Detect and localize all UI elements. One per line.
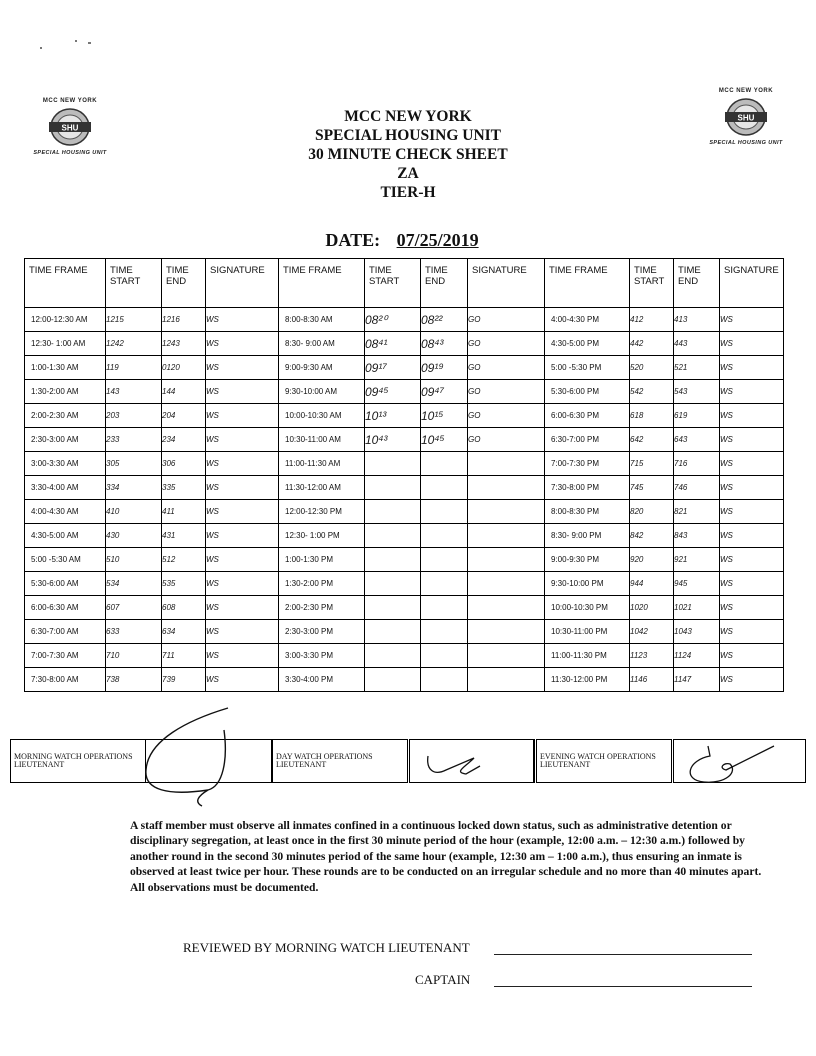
time-start-cell[interactable]: 534 [106, 572, 162, 596]
time-end-cell[interactable]: 746 [674, 476, 720, 500]
column-header: SIGNATURE [468, 259, 545, 308]
time-start-cell[interactable] [365, 452, 421, 476]
time-frame-cell: 1:00-1:30 PM [279, 548, 365, 572]
signature-cell[interactable] [468, 476, 545, 500]
table-row [25, 524, 784, 548]
time-frame-cell: 7:00-7:30 AM [25, 644, 106, 668]
table-row [25, 620, 784, 644]
time-end-cell[interactable] [421, 668, 468, 692]
scan-speck [40, 47, 42, 49]
lieutenant-box-day [272, 739, 534, 783]
time-frame-cell: 1:30-2:00 AM [25, 380, 106, 404]
time-start-cell[interactable]: 710 [106, 644, 162, 668]
time-frame-cell: 9:00-9:30 AM [279, 356, 365, 380]
signature-cell[interactable]: WS [206, 668, 279, 692]
time-start-cell[interactable]: 715 [630, 452, 674, 476]
signature-cell[interactable]: WS [206, 452, 279, 476]
column-header: TIME END [674, 259, 720, 308]
time-frame-cell: 12:00-12:30 AM [25, 308, 106, 332]
time-end-cell[interactable]: 08⁴³ [421, 332, 468, 356]
time-end-cell[interactable]: 1043 [674, 620, 720, 644]
time-start-cell[interactable]: 1242 [106, 332, 162, 356]
signature-cell[interactable]: WS [206, 596, 279, 620]
time-frame-cell: 2:30-3:00 AM [25, 428, 106, 452]
signature-cell[interactable] [468, 548, 545, 572]
time-frame-cell: 9:30-10:00 PM [545, 572, 630, 596]
time-frame-cell: 4:30-5:00 PM [545, 332, 630, 356]
table-row [25, 548, 784, 572]
time-end-cell[interactable]: 234 [162, 428, 206, 452]
time-end-cell[interactable]: 0120 [162, 356, 206, 380]
signature-cell[interactable]: WS [206, 356, 279, 380]
time-frame-cell: 1:30-2:00 PM [279, 572, 365, 596]
time-start-cell[interactable]: 1215 [106, 308, 162, 332]
time-start-cell[interactable]: 618 [630, 404, 674, 428]
time-frame-cell: 8:00-8:30 AM [279, 308, 365, 332]
table-row [25, 452, 784, 476]
time-frame-cell: 5:30-6:00 AM [25, 572, 106, 596]
time-start-cell[interactable]: 233 [106, 428, 162, 452]
signature-cell[interactable]: WS [720, 548, 784, 572]
signature-cell[interactable] [468, 524, 545, 548]
time-frame-cell: 9:00-9:30 PM [545, 548, 630, 572]
date-value: 07/25/2019 [396, 230, 479, 250]
title-line: SPECIAL HOUSING UNIT [314, 127, 502, 144]
table-row [25, 476, 784, 500]
time-end-cell[interactable]: 09¹⁹ [421, 356, 468, 380]
time-start-cell[interactable]: 738 [106, 668, 162, 692]
time-end-cell[interactable] [421, 524, 468, 548]
time-start-cell[interactable]: 633 [106, 620, 162, 644]
time-end-cell[interactable]: 10¹⁵ [421, 404, 468, 428]
signature-cell[interactable]: GO [468, 428, 545, 452]
time-start-cell[interactable]: 1146 [630, 668, 674, 692]
time-end-cell[interactable]: 1216 [162, 308, 206, 332]
logo-top-text: MCC NEW YORK [718, 88, 774, 94]
time-end-cell[interactable] [421, 548, 468, 572]
signature-cell[interactable]: GO [468, 308, 545, 332]
signature-cell[interactable]: WS [720, 452, 784, 476]
signature-cell[interactable]: WS [206, 572, 279, 596]
time-start-cell[interactable]: 10¹³ [365, 404, 421, 428]
time-frame-cell: 3:30-4:00 PM [279, 668, 365, 692]
table-row [25, 332, 784, 356]
time-start-cell[interactable]: 607 [106, 596, 162, 620]
signature-cell[interactable]: GO [468, 404, 545, 428]
time-start-cell[interactable] [365, 620, 421, 644]
signature-cell[interactable]: WS [206, 404, 279, 428]
time-end-cell[interactable]: 619 [674, 404, 720, 428]
time-end-cell[interactable]: 335 [162, 476, 206, 500]
time-start-cell[interactable]: 430 [106, 524, 162, 548]
time-frame-cell: 3:00-3:30 PM [279, 644, 365, 668]
table-row [25, 596, 784, 620]
table-row [25, 428, 784, 452]
signature-cell[interactable]: WS [720, 500, 784, 524]
time-start-cell[interactable] [365, 476, 421, 500]
time-end-cell[interactable]: 535 [162, 572, 206, 596]
time-start-cell[interactable]: 08²⁰ [365, 308, 421, 332]
signature-cell[interactable] [468, 572, 545, 596]
time-frame-cell: 12:30- 1:00 PM [279, 524, 365, 548]
time-frame-cell: 2:00-2:30 PM [279, 596, 365, 620]
table-row [25, 644, 784, 668]
signature-cell[interactable]: WS [720, 620, 784, 644]
time-frame-cell: 5:00 -5:30 PM [545, 356, 630, 380]
check-table [24, 258, 784, 692]
title-line: TIER-H [380, 184, 436, 201]
time-start-cell[interactable]: 143 [106, 380, 162, 404]
time-end-cell[interactable]: 413 [674, 308, 720, 332]
time-start-cell[interactable]: 442 [630, 332, 674, 356]
document-title [0, 107, 816, 202]
signature-cell[interactable]: WS [720, 332, 784, 356]
time-start-cell[interactable]: 08⁴¹ [365, 332, 421, 356]
time-start-cell[interactable]: 1123 [630, 644, 674, 668]
time-end-cell[interactable]: 521 [674, 356, 720, 380]
signature-cell[interactable]: GO [468, 380, 545, 404]
time-end-cell[interactable]: 1124 [674, 644, 720, 668]
time-frame-cell: 6:30-7:00 AM [25, 620, 106, 644]
time-frame-cell: 11:30-12:00 AM [279, 476, 365, 500]
time-start-cell[interactable]: 745 [630, 476, 674, 500]
time-end-cell[interactable]: 431 [162, 524, 206, 548]
time-frame-cell: 12:30- 1:00 AM [25, 332, 106, 356]
time-start-cell[interactable]: 10⁴³ [365, 428, 421, 452]
time-end-cell[interactable]: 543 [674, 380, 720, 404]
time-end-cell[interactable] [421, 452, 468, 476]
day-lieutenant-signature-icon [424, 750, 484, 780]
time-end-cell[interactable] [421, 620, 468, 644]
time-start-cell[interactable]: 410 [106, 500, 162, 524]
signature-cell[interactable] [468, 668, 545, 692]
signature-cell[interactable]: WS [206, 308, 279, 332]
date-label: DATE: [325, 230, 381, 250]
signature-cell[interactable] [468, 500, 545, 524]
column-header: SIGNATURE [720, 259, 784, 308]
signature-cell[interactable]: WS [720, 380, 784, 404]
time-end-cell[interactable] [421, 644, 468, 668]
time-start-cell[interactable] [365, 548, 421, 572]
time-start-cell[interactable]: 334 [106, 476, 162, 500]
time-start-cell[interactable]: 510 [106, 548, 162, 572]
time-end-cell[interactable]: 711 [162, 644, 206, 668]
time-end-cell[interactable] [421, 500, 468, 524]
evening-lieutenant-label: EVENING WATCH OPERATIONS LIEUTENANT [536, 740, 673, 783]
time-frame-cell: 8:30- 9:00 AM [279, 332, 365, 356]
time-frame-cell: 6:00-6:30 PM [545, 404, 630, 428]
time-frame-cell: 8:00-8:30 PM [545, 500, 630, 524]
time-end-cell[interactable]: 1021 [674, 596, 720, 620]
column-header: SIGNATURE [206, 259, 279, 308]
logo-emblem-text: SHU [61, 123, 79, 133]
time-end-cell[interactable]: 08²² [421, 308, 468, 332]
signature-cell[interactable] [468, 620, 545, 644]
signature-cell[interactable]: WS [720, 572, 784, 596]
time-start-cell[interactable]: 09¹⁷ [365, 356, 421, 380]
signature-cell[interactable]: WS [206, 524, 279, 548]
time-end-cell[interactable]: 512 [162, 548, 206, 572]
time-start-cell[interactable]: 305 [106, 452, 162, 476]
table-row [25, 380, 784, 404]
title-line: MCC NEW YORK [344, 108, 472, 125]
time-start-cell[interactable]: 842 [630, 524, 674, 548]
time-start-cell[interactable]: 119 [106, 356, 162, 380]
signature-cell[interactable]: WS [720, 596, 784, 620]
signature-cell[interactable] [468, 452, 545, 476]
signature-cell[interactable]: WS [720, 428, 784, 452]
time-start-cell[interactable] [365, 596, 421, 620]
time-end-cell[interactable]: 821 [674, 500, 720, 524]
logo-bottom-text: SPECIAL HOUSING UNIT [709, 140, 783, 146]
time-end-cell[interactable]: 09⁴⁷ [421, 380, 468, 404]
time-start-cell[interactable]: 1020 [630, 596, 674, 620]
time-end-cell[interactable]: 443 [674, 332, 720, 356]
time-frame-cell: 9:30-10:00 AM [279, 380, 365, 404]
evening-lieutenant-signature-icon [678, 742, 778, 787]
morning-lieutenant-label: MORNING WATCH OPERATIONS LIEUTENANT [11, 740, 146, 783]
signature-cell[interactable] [468, 644, 545, 668]
time-start-cell[interactable]: 09⁴⁵ [365, 380, 421, 404]
time-frame-cell: 8:30- 9:00 PM [545, 524, 630, 548]
column-header: TIME START [365, 259, 421, 308]
time-end-cell[interactable]: 144 [162, 380, 206, 404]
time-end-cell[interactable]: 10⁴⁵ [421, 428, 468, 452]
column-header: TIME FRAME [25, 259, 106, 308]
time-start-cell[interactable] [365, 644, 421, 668]
signature-cell[interactable]: WS [206, 332, 279, 356]
time-start-cell[interactable]: 203 [106, 404, 162, 428]
column-header: TIME START [630, 259, 674, 308]
time-end-cell[interactable]: 608 [162, 596, 206, 620]
time-frame-cell: 7:30-8:00 PM [545, 476, 630, 500]
column-header: TIME END [421, 259, 468, 308]
time-frame-cell: 1:00-1:30 AM [25, 356, 106, 380]
time-frame-cell: 2:30-3:00 PM [279, 620, 365, 644]
signature-cell[interactable]: WS [206, 476, 279, 500]
time-frame-cell: 10:30-11:00 PM [545, 620, 630, 644]
table-row [25, 356, 784, 380]
time-frame-cell: 11:00-11:30 PM [545, 644, 630, 668]
time-start-cell[interactable]: 412 [630, 308, 674, 332]
time-end-cell[interactable]: 204 [162, 404, 206, 428]
signature-cell[interactable]: WS [720, 644, 784, 668]
signature-cell[interactable]: WS [206, 620, 279, 644]
signature-cell[interactable]: WS [206, 428, 279, 452]
morning-lieutenant-signature-icon [128, 700, 238, 810]
time-start-cell[interactable]: 944 [630, 572, 674, 596]
time-start-cell[interactable] [365, 572, 421, 596]
time-end-cell[interactable]: 739 [162, 668, 206, 692]
signature-cell[interactable]: WS [720, 308, 784, 332]
reviewed-by-signature-line[interactable] [494, 953, 752, 955]
captain-label: CAPTAIN [415, 972, 471, 987]
day-lieutenant-label: DAY WATCH OPERATIONS LIEUTENANT [273, 740, 409, 783]
table-row [25, 572, 784, 596]
time-end-cell[interactable]: 921 [674, 548, 720, 572]
table-header-row [25, 259, 784, 308]
signature-cell[interactable]: WS [720, 668, 784, 692]
table-row [25, 404, 784, 428]
logo-bottom-text: SPECIAL HOUSING UNIT [33, 150, 107, 156]
time-frame-cell: 5:00 -5:30 AM [25, 548, 106, 572]
time-start-cell[interactable]: 520 [630, 356, 674, 380]
time-frame-cell: 3:30-4:00 AM [25, 476, 106, 500]
signature-cell[interactable]: WS [206, 380, 279, 404]
time-end-cell[interactable]: 1243 [162, 332, 206, 356]
time-end-cell[interactable]: 643 [674, 428, 720, 452]
time-frame-cell: 4:00-4:30 AM [25, 500, 106, 524]
time-frame-cell: 11:00-11:30 AM [279, 452, 365, 476]
time-end-cell[interactable] [421, 572, 468, 596]
signature-cell[interactable]: GO [468, 332, 545, 356]
logo-emblem-text: SHU [737, 113, 755, 123]
table-row [25, 308, 784, 332]
signature-cell[interactable]: WS [206, 548, 279, 572]
time-start-cell[interactable]: 820 [630, 500, 674, 524]
scan-speck [75, 40, 77, 42]
time-frame-cell: 3:00-3:30 AM [25, 452, 106, 476]
scan-speck [88, 42, 91, 44]
table-row [25, 668, 784, 692]
time-frame-cell: 7:00-7:30 PM [545, 452, 630, 476]
column-header: TIME START [106, 259, 162, 308]
signature-cell[interactable]: WS [206, 644, 279, 668]
signature-cell[interactable]: WS [720, 476, 784, 500]
time-start-cell[interactable]: 1042 [630, 620, 674, 644]
signature-cell[interactable] [468, 596, 545, 620]
policy-paragraph: A staff member must observe all inmates confined in a continuous locked down status, such as administrative detention or disciplinary segregation, at least once in the first 30 minute period of the hour (example, 12:00 a.m. – 12:30 a.m.) followed by another round in the second 30 minutes period of the same hour (example, 12:30 am – 1:00 a.m.), thus ensuring an inmate is observed at least twice per hour. These rounds are to be conducted on an irregular schedule and no more than 40 minutes apart. All observations must be documented. [130, 819, 762, 894]
column-header: TIME FRAME [545, 259, 630, 308]
time-end-cell[interactable]: 634 [162, 620, 206, 644]
time-start-cell[interactable]: 542 [630, 380, 674, 404]
table-row [25, 500, 784, 524]
date-line [0, 230, 816, 251]
captain-signature-line[interactable] [494, 985, 752, 987]
time-end-cell[interactable]: 306 [162, 452, 206, 476]
column-header: TIME END [162, 259, 206, 308]
time-frame-cell: 2:00-2:30 AM [25, 404, 106, 428]
logo-top-text: MCC NEW YORK [42, 98, 98, 104]
time-frame-cell: 12:00-12:30 PM [279, 500, 365, 524]
time-frame-cell: 10:30-11:00 AM [279, 428, 365, 452]
title-line: 30 MINUTE CHECK SHEET [308, 146, 508, 163]
time-end-cell[interactable]: 945 [674, 572, 720, 596]
column-header: TIME FRAME [279, 259, 365, 308]
time-start-cell[interactable] [365, 668, 421, 692]
time-end-cell[interactable] [421, 476, 468, 500]
time-frame-cell: 5:30-6:00 PM [545, 380, 630, 404]
time-frame-cell: 11:30-12:00 PM [545, 668, 630, 692]
signature-cell[interactable]: WS [720, 524, 784, 548]
signature-cell[interactable]: WS [720, 404, 784, 428]
time-frame-cell: 4:00-4:30 PM [545, 308, 630, 332]
title-line: ZA [397, 165, 419, 182]
time-end-cell[interactable]: 1147 [674, 668, 720, 692]
signature-cell[interactable]: WS [720, 356, 784, 380]
time-end-cell[interactable] [421, 596, 468, 620]
signature-cell[interactable]: GO [468, 356, 545, 380]
time-end-cell[interactable]: 843 [674, 524, 720, 548]
time-start-cell[interactable] [365, 524, 421, 548]
time-end-cell[interactable]: 411 [162, 500, 206, 524]
time-frame-cell: 6:30-7:00 PM [545, 428, 630, 452]
reviewed-by-label: REVIEWED BY MORNING WATCH LIEUTENANT [183, 940, 470, 955]
time-start-cell[interactable]: 920 [630, 548, 674, 572]
time-frame-cell: 6:00-6:30 AM [25, 596, 106, 620]
time-start-cell[interactable] [365, 500, 421, 524]
time-end-cell[interactable]: 716 [674, 452, 720, 476]
time-frame-cell: 10:00-10:30 AM [279, 404, 365, 428]
signature-cell[interactable]: WS [206, 500, 279, 524]
time-frame-cell: 10:00-10:30 PM [545, 596, 630, 620]
time-start-cell[interactable]: 642 [630, 428, 674, 452]
time-frame-cell: 4:30-5:00 AM [25, 524, 106, 548]
time-frame-cell: 7:30-8:00 AM [25, 668, 106, 692]
